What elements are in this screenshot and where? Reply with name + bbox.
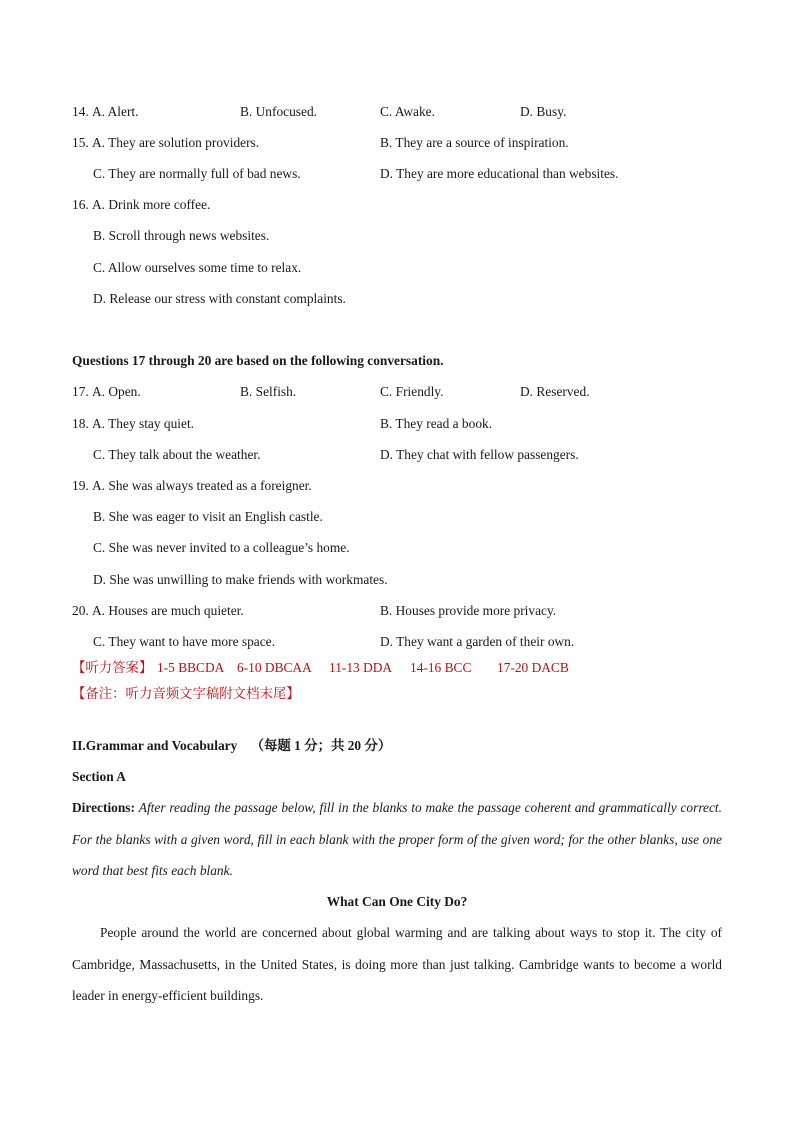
- q14-option-c: C. Awake.: [380, 104, 435, 119]
- q20-option-a: A. Houses are much quieter.: [92, 603, 244, 618]
- q16-number: 16.: [72, 197, 89, 212]
- q19-option-a: A. She was always treated as a foreigner.: [92, 478, 312, 493]
- part-2-score: （每题 1 分；共 20 分）: [250, 738, 392, 753]
- answer-group-1: 1-5 BBCDA: [157, 660, 225, 675]
- answer-group-4: 14-16 BCC: [410, 660, 472, 675]
- q15-option-b: B. They are a source of inspiration.: [380, 135, 569, 150]
- q14-option-a: A. Alert.: [92, 104, 139, 119]
- q19-number: 19.: [72, 478, 89, 493]
- directions-label: Directions:: [72, 800, 135, 815]
- q20-option-d: D. They want a garden of their own.: [380, 634, 575, 649]
- listening-answer-key: [72, 660, 152, 676]
- q18-number: 18.: [72, 416, 89, 431]
- section-a-heading: Section A: [72, 769, 126, 784]
- directions-text: After reading the passage below, fill in the blanks to make the passage coherent and grammatically correct. For the blanks with a given word, fill in each blank with the proper form of the given word; for the other blanks, use one word that best fits each blank.: [72, 800, 722, 878]
- q16-option-d: D. Release our stress with constant complaints.: [93, 291, 346, 306]
- q19-option-b: B. She was eager to visit an English castle.: [93, 509, 323, 524]
- q17-option-c: C. Friendly.: [380, 384, 444, 399]
- q18-option-b: B. They read a book.: [380, 416, 493, 431]
- part-2-heading: [72, 738, 391, 754]
- answer-group-3: 11-13 DDA: [329, 660, 393, 675]
- q17-option-d: D. Reserved.: [520, 384, 590, 399]
- q15-option-a: A. They are solution providers.: [92, 135, 260, 150]
- part-2-title: II.Grammar and Vocabulary: [72, 738, 238, 753]
- q18-option-d: D. They chat with fellow passengers.: [380, 447, 579, 462]
- q15-option-d: D. They are more educational than websites.: [380, 166, 619, 181]
- q17-option-b: B. Selfish.: [240, 384, 297, 399]
- q14-option-d: D. Busy.: [520, 104, 567, 119]
- q15-number: 15.: [72, 135, 89, 150]
- q17-number: 17.: [72, 384, 89, 399]
- q17-option-a: A. Open.: [92, 384, 141, 399]
- answer-key-label: 【听力答案】: [72, 660, 153, 675]
- transcript-note: 【备注：听力音频文字稿附文档末尾】: [72, 686, 300, 701]
- q15-option-c: C. They are normally full of bad news.: [93, 166, 301, 181]
- q18-option-c: C. They talk about the weather.: [93, 447, 261, 462]
- directions-paragraph: [72, 792, 722, 887]
- q16-option-a: A. Drink more coffee.: [92, 197, 211, 212]
- answer-group-2: 6-10 DBCAA: [237, 660, 312, 675]
- q20-option-c: C. They want to have more space.: [93, 634, 275, 649]
- passage-paragraph-1: People around the world are concerned about global warming and are talking about ways to stop it. The city of Cambridge, Massachusetts, in the United States, is doing more than just talking. Cambridge wants to become a world leader in energy-efficient buildings.: [72, 925, 722, 1003]
- q19-option-d: D. She was unwilling to make friends with workmates.: [93, 572, 388, 587]
- answer-group-5: 17-20 DACB: [497, 660, 569, 675]
- q16-option-c: C. Allow ourselves some time to relax.: [93, 260, 302, 275]
- q16-option-b: B. Scroll through news websites.: [93, 228, 270, 243]
- passage-title: What Can One City Do?: [326, 894, 468, 909]
- q18-option-a: A. They stay quiet.: [92, 416, 195, 431]
- q20-number: 20.: [72, 603, 89, 618]
- q14-number: 14.: [72, 104, 89, 119]
- section-intro-17-20: Questions 17 through 20 are based on the following conversation.: [72, 353, 444, 368]
- q20-option-b: B. Houses provide more privacy.: [380, 603, 557, 618]
- q19-option-c: C. She was never invited to a colleague’s home.: [93, 540, 350, 555]
- q14-option-b: B. Unfocused.: [240, 104, 317, 119]
